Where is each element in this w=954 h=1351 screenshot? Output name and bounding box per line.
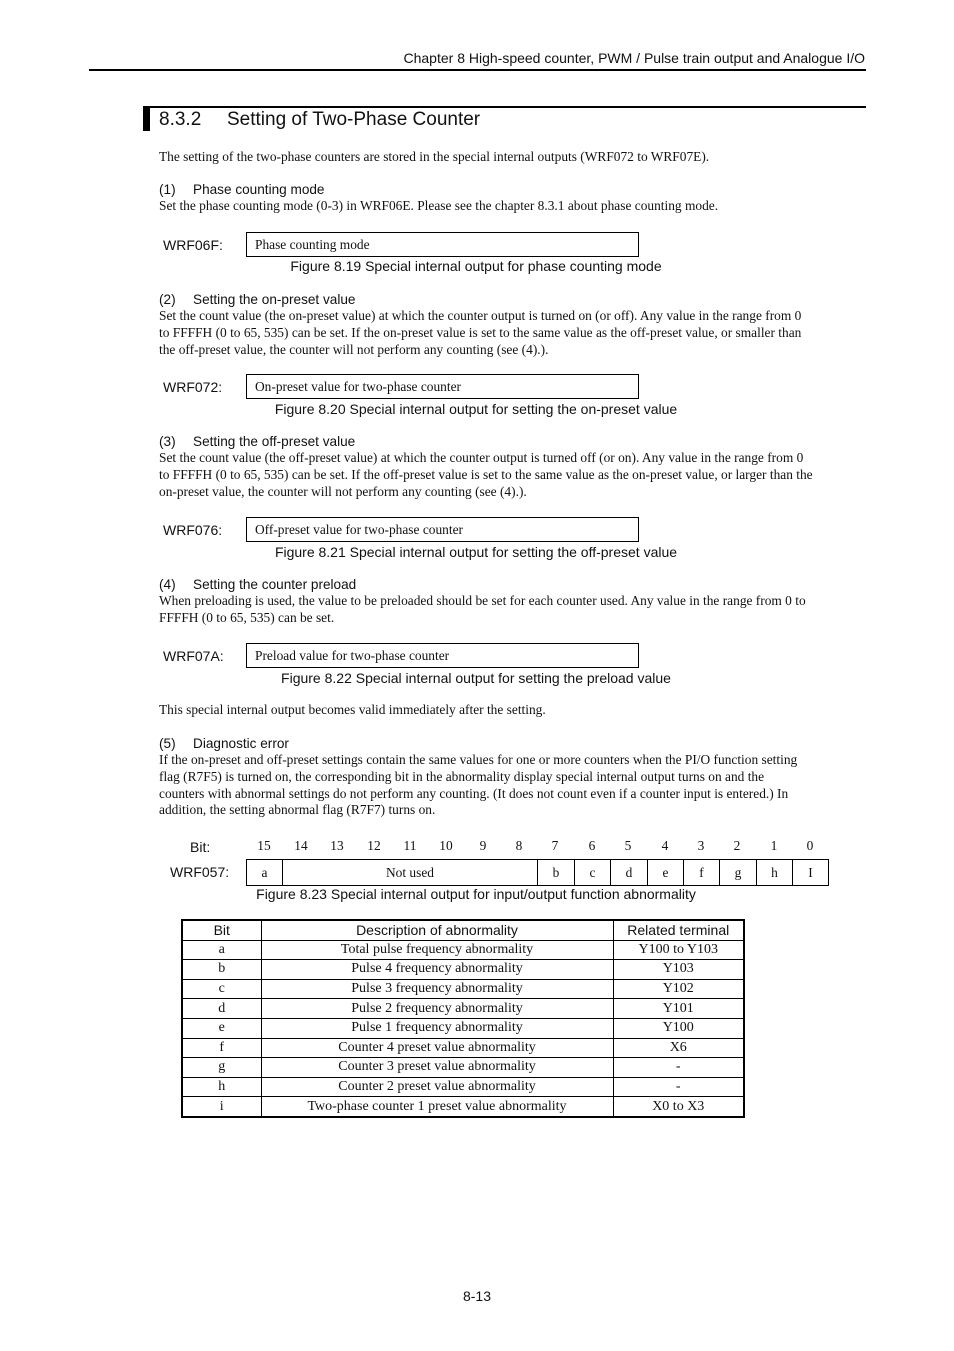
paragraph-phase-counting-mode: Set the phase counting mode (0-3) in WRF06E. Please see the chapter 8.3.1 about phase counting mode. (159, 198, 719, 213)
paragraph-preload (159, 593, 866, 627)
table-row (182, 979, 744, 999)
subhead-phase-counting-mode (159, 182, 325, 197)
text-line: addition, the setting abnormal flag (R7F7) turns on. (159, 802, 436, 818)
bit-number: 3 (697, 838, 705, 853)
table-row (182, 960, 744, 980)
subhead-number: (4) (159, 577, 176, 592)
column-header: Description of abnormality (261, 920, 613, 940)
register-label: WRF072: (163, 379, 223, 395)
register-box: Off-preset value for two-phase counter (246, 517, 639, 542)
cell-description: Pulse 2 frequency abnormality (261, 999, 613, 1019)
section-number: 8.3.2 (159, 109, 202, 130)
figure-caption: Figure 8.21 Special internal output for setting the off-preset value (274, 544, 678, 560)
text-line: Set the count value (the off-preset value) at which the counter output is turned off (or on). Any value in the range from 0 (159, 450, 804, 465)
bit-number: 12 (367, 838, 381, 853)
table-row (182, 1058, 744, 1078)
section-rule (143, 106, 866, 108)
text-line: FFFFH (0 to 65, 535) can be set. (159, 609, 335, 625)
bit-cell: a (246, 859, 283, 886)
header-rule (89, 69, 866, 71)
bit-cell: d (610, 859, 648, 886)
cell-description: Pulse 1 frequency abnormality (261, 1018, 613, 1038)
cell-description: Counter 2 preset value abnormality (261, 1077, 613, 1097)
paragraph-off-preset (159, 450, 866, 500)
table-row (182, 1018, 744, 1038)
register-box: Preload value for two-phase counter (246, 643, 639, 668)
register-label: WRF07A: (163, 648, 224, 664)
cell-terminal: Y100 (613, 1018, 744, 1038)
column-header: Bit (182, 920, 261, 940)
subhead-on-preset (159, 292, 355, 307)
bit-number: 2 (733, 838, 741, 853)
cell-bit: c (182, 979, 261, 999)
bit-number: 14 (294, 838, 308, 853)
bit-number: 7 (551, 838, 559, 853)
subhead-number: (2) (159, 292, 176, 307)
bit-number: 8 (515, 838, 523, 853)
cell-bit: a (182, 940, 261, 960)
subhead-title: Setting the on-preset value (193, 292, 356, 307)
text-line: flag (R7F5) is turned on, the corresponding bit in the abnormality display special internal output turns on and the (159, 768, 765, 784)
register-box: On-preset value for two-phase counter (246, 374, 639, 399)
subhead-preload (159, 577, 356, 592)
table-header-row (182, 920, 744, 940)
intro-paragraph: The setting of the two-phase counters are stored in the special internal outputs (WRF072 to WRF07E). (159, 149, 710, 164)
bit-number: 15 (257, 838, 271, 853)
text-line: Set the count value (the on-preset value) at which the counter output is turned on (or off). Any value in the range from 0 (159, 308, 802, 323)
cell-terminal: X0 to X3 (613, 1097, 744, 1117)
cell-bit: d (182, 999, 261, 1019)
subhead-diagnostic-error (159, 736, 289, 751)
section-marker-bar (143, 106, 150, 131)
text-line: counters with abnormal settings do not perform any counting. (It does not count even if a counter input is entered.) In (159, 785, 789, 801)
cell-description: Counter 3 preset value abnormality (261, 1058, 613, 1078)
bit-cell: b (537, 859, 575, 886)
table-row (182, 1097, 744, 1117)
subhead-title: Diagnostic error (193, 736, 289, 751)
subhead-title: Setting the off-preset value (193, 434, 356, 449)
subhead-number: (5) (159, 736, 176, 751)
register-label: WRF06F: (163, 237, 223, 253)
text-line: to FFFFH (0 to 65, 535) can be set. If the on-preset value is set to the same value as the off-preset value, or smaller than (159, 324, 802, 340)
bit-number: 1 (770, 838, 778, 853)
cell-bit: b (182, 960, 261, 980)
text-line: on-preset value, the counter will not perform any counting (see (4).). (159, 483, 527, 499)
cell-description: Pulse 4 frequency abnormality (261, 960, 613, 980)
cell-terminal: Y101 (613, 999, 744, 1019)
paragraph-on-preset (159, 308, 866, 358)
cell-bit: e (182, 1018, 261, 1038)
text-line: to FFFFH (0 to 65, 535) can be set. If the off-preset value is set to the same value as the on-preset value, or larger than the (159, 466, 813, 482)
cell-description: Two-phase counter 1 preset value abnormality (261, 1097, 613, 1117)
cell-terminal: Y103 (613, 960, 744, 980)
table-row (182, 940, 744, 960)
bit-number: 10 (439, 838, 453, 853)
register-label: WRF076: (163, 522, 223, 538)
cell-terminal: Y102 (613, 979, 744, 999)
table-row (182, 1038, 744, 1058)
cell-description: Pulse 3 frequency abnormality (261, 979, 613, 999)
bit-number: 11 (403, 838, 417, 853)
table-row (182, 999, 744, 1019)
cell-bit: g (182, 1058, 261, 1078)
page-number: 8-13 (462, 1288, 492, 1304)
bit-cell: g (719, 859, 757, 886)
bit-cell-not-used: Not used (282, 859, 538, 886)
section-title: Setting of Two-Phase Counter (227, 109, 481, 130)
subhead-title: Setting the counter preload (193, 577, 357, 592)
cell-description: Total pulse frequency abnormality (261, 940, 613, 960)
bit-number: 13 (330, 838, 344, 853)
bit-number: 6 (588, 838, 596, 853)
subhead-title: Phase counting mode (193, 182, 325, 197)
bit-cell: I (792, 859, 829, 886)
bit-cell: f (683, 859, 720, 886)
bit-number: 4 (661, 838, 669, 853)
bit-cell: e (647, 859, 684, 886)
column-header: Related terminal (613, 920, 744, 940)
validity-note: This special internal output becomes valid immediately after the setting. (159, 702, 546, 717)
abnormality-table (181, 919, 745, 1118)
figure-caption: Figure 8.23 Special internal output for input/output function abnormality (256, 886, 696, 902)
bit-number: 5 (624, 838, 632, 853)
cell-description: Counter 4 preset value abnormality (261, 1038, 613, 1058)
figure-caption: Figure 8.22 Special internal output for setting the preload value (281, 670, 671, 686)
register-box: Phase counting mode (246, 232, 639, 257)
bitmap-register-label: WRF057: (170, 864, 230, 880)
text-line: When preloading is used, the value to be preloaded should be set for each counter used. Any value in the range from 0 to (159, 593, 806, 608)
cell-bit: i (182, 1097, 261, 1117)
table-row (182, 1077, 744, 1097)
cell-terminal: X6 (613, 1038, 744, 1058)
cell-terminal: - (613, 1058, 744, 1078)
paragraph-diagnostic-error (159, 752, 866, 819)
running-header: Chapter 8 High-speed counter, PWM / Pulse train output and Analogue I/O (403, 50, 865, 66)
bit-number: 9 (479, 838, 487, 853)
text-line: If the on-preset and off-preset settings contain the same values for one or more counters when the PI/O function setting (159, 752, 798, 767)
cell-terminal: - (613, 1077, 744, 1097)
subhead-number: (1) (159, 182, 176, 197)
bit-cell: h (756, 859, 793, 886)
bit-label: Bit: (190, 839, 211, 855)
figure-caption: Figure 8.20 Special internal output for setting the on-preset value (274, 401, 678, 417)
cell-terminal: Y100 to Y103 (613, 940, 744, 960)
figure-caption: Figure 8.19 Special internal output for phase counting mode (290, 258, 662, 274)
cell-bit: h (182, 1077, 261, 1097)
subhead-off-preset (159, 434, 355, 449)
text-line: the off-preset value, the counter will not perform any counting (see (4).). (159, 341, 549, 357)
bit-number: 0 (806, 838, 814, 853)
cell-bit: f (182, 1038, 261, 1058)
bit-cell: c (574, 859, 611, 886)
subhead-number: (3) (159, 434, 176, 449)
